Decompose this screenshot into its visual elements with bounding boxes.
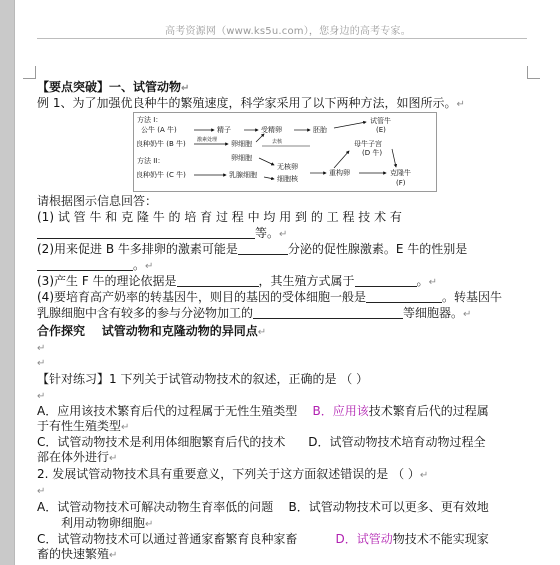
question-4-cont: 乳腺细胞中含有较多的参与分泌物加工的 等细胞器。↵ — [37, 306, 472, 320]
empty-paragraph: ↵ — [37, 486, 46, 497]
question-2: (2)用来促进 B 牛多排卵的激素可能是 分泌的促性腺激素。E 牛的性别是 — [37, 242, 468, 256]
cow-d-label: (D 牛) — [362, 149, 383, 157]
method2-label: 方法 II： — [137, 157, 165, 165]
test-tube-cow-tag: (E) — [376, 126, 386, 134]
oocyte2-label: 卵细胞 — [231, 154, 252, 162]
fertilized-egg-label: 受精卵 — [261, 126, 282, 134]
header-divider — [37, 38, 527, 39]
practice-q2-options-cd: C．试管动物技术可以通过普通家畜繁育良种家畜 D．试管动物技术不能实现家 — [37, 532, 489, 546]
answer-blank[interactable] — [238, 243, 288, 255]
section-heading — [37, 80, 537, 96]
question-4: (4)要培育高产奶率的转基因牛，则目的基因的受体细胞一般是 。转基因牛 — [37, 290, 503, 304]
answer-blank[interactable] — [37, 227, 255, 239]
crop-mark-top-left — [23, 66, 36, 79]
practice-q1: 【针对练习】1 下列关于试管动物技术的叙述，正确的是 （ ） — [37, 372, 369, 386]
oocyte1-label: 卵细胞 — [231, 140, 252, 148]
sperm-label: 精子 — [217, 126, 231, 134]
hormone-label: 激素处理 — [197, 137, 218, 143]
crop-mark-top-right — [527, 66, 540, 79]
heading-bracket: 【要点突破】 — [37, 80, 110, 94]
answer-blank[interactable] — [177, 275, 259, 287]
empty-paragraph: ↵ — [37, 358, 46, 369]
mammary-cell-label: 乳腺细胞 — [229, 171, 257, 179]
question-3: (3)产生 F 牛的理论依据是 ，其生殖方式属于 。↵ — [37, 274, 437, 288]
question-1-cont: 等。↵ — [37, 226, 537, 242]
embryo-label: 胚胎 — [313, 126, 327, 134]
reconstructed-egg-label: 重构卵 — [329, 169, 350, 177]
practice-q1-options-ab: A．应用该技术繁育后代的过程属于无性生殖类型 B．应用该技术繁育后代的过程属 — [37, 404, 489, 418]
answer-blank[interactable] — [253, 307, 403, 319]
clone-cow-tag: (F) — [396, 179, 406, 187]
process-diagram — [133, 112, 437, 192]
remove-nucleus-label: 去核 — [272, 139, 283, 145]
questions-intro: 请根据图示信息回答： — [37, 194, 158, 208]
answer-blank[interactable] — [366, 291, 442, 303]
clone-cow-label: 克隆牛 — [390, 169, 411, 177]
bull-a-label: 公牛 (A 牛) — [141, 126, 177, 134]
practice-q2-option-d-cont: 畜的快速繁殖↵ — [37, 547, 118, 561]
cow-b-label: 良种奶牛 (B 牛) — [136, 140, 186, 148]
example-text: 例 1、为了加强优良种牛的繁殖速度，科学家采用了以下两种方法，如图所示。↵ — [37, 96, 465, 110]
empty-paragraph: ↵ — [37, 391, 46, 402]
answer-blank[interactable] — [355, 275, 417, 287]
practice-q1-option-b-cont: 于有性生殖类型↵ — [37, 419, 130, 433]
question-2-cont: 。↵ — [37, 258, 537, 274]
answer-blank[interactable] — [37, 259, 133, 271]
nucleus-label: 细胞核 — [277, 175, 298, 183]
empty-paragraph: ↵ — [37, 343, 46, 354]
practice-q2: 2. 发展试管动物技术具有重要意义，下列关于这方面叙述错误的是 （ ）↵ — [37, 467, 429, 481]
test-tube-cow-label: 试管牛 — [370, 117, 391, 125]
mother-uterus-label: 母牛子宫 — [354, 140, 382, 148]
process-diagram-svg — [134, 113, 436, 191]
paragraph-mark: ↵ — [181, 83, 190, 94]
question-1: (1) 试 管 牛 和 克 隆 牛 的 培 育 过 程 中 均 用 到 的 工 程 技 术 有 — [37, 210, 402, 224]
enucleated-label: 无核卵 — [277, 163, 298, 171]
method1-label: 方法 I： — [137, 116, 163, 124]
practice-q2-options-ab: A．试管动物技术可解决动物生育率低的问题 B．试管动物技术可以更多、更有效地 — [37, 500, 489, 514]
heading-title: 一、试管动物 — [109, 80, 182, 94]
practice-q1-options-cd: C．试管动物技术是利用体细胞繁育后代的技术 D．试管动物技术培育动物过程全 — [37, 435, 486, 449]
practice-q1-option-d-cont: 部在体外进行↵ — [37, 450, 118, 464]
cooperation-heading: 合作探究 试管动物和克隆动物的异同点↵ — [37, 324, 267, 338]
cow-c-label: 良种奶牛 (C 牛) — [136, 171, 186, 179]
practice-q2-option-b-cont: 利用动物卵细胞↵ — [61, 516, 154, 530]
page-header: 高考资源网（www.ks5u.com），您身边的高考专家。 — [165, 26, 411, 37]
document-page — [14, 0, 560, 565]
